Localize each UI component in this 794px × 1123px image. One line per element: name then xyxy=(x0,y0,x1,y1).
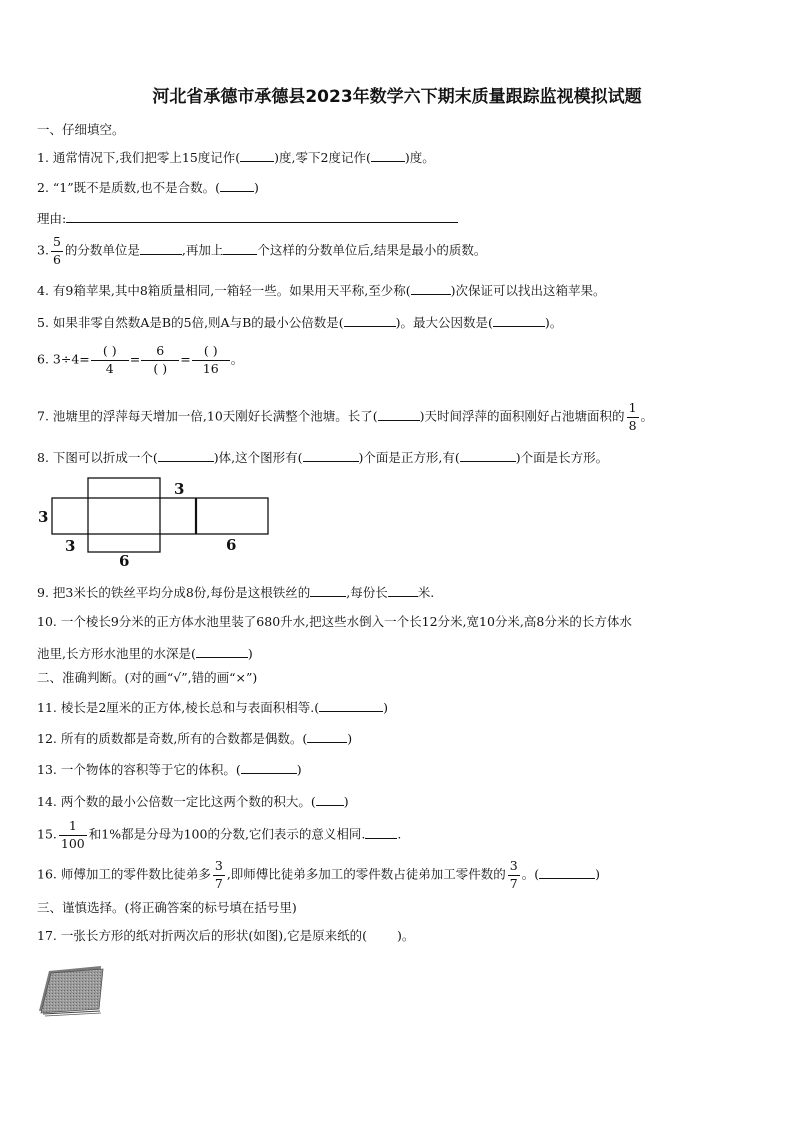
q16-text-b: ,即师傅比徒弟多加工的零件数占徒弟加工零件数的 xyxy=(226,866,506,882)
q15-number: 15. xyxy=(37,826,57,842)
q6-equals-1: = xyxy=(129,351,141,367)
q8-text-c: )个面是正方形,有( xyxy=(358,450,460,465)
q14-text-a: 14. 两个数的最小公倍数一定比这两个数的积大。( xyxy=(37,794,316,809)
q11-blank[interactable] xyxy=(319,700,383,712)
q13-blank[interactable] xyxy=(241,762,297,774)
question-4 xyxy=(37,283,606,298)
q17-text-b: )。 xyxy=(396,928,415,943)
q9-blank-2[interactable] xyxy=(388,585,418,597)
section-heading-3: 三、谨慎选择。(将正确答案的标号填在括号里) xyxy=(37,900,297,915)
q5-blank-2[interactable] xyxy=(493,315,545,327)
q2-reason-label: 理由: xyxy=(37,211,67,226)
q8-blank-1[interactable] xyxy=(158,450,214,462)
q15-blank[interactable] xyxy=(365,827,397,839)
q10-text-b: 池里,长方形水池里的水深是( xyxy=(37,646,196,661)
question-3 xyxy=(37,236,486,266)
q2-text-b: ) xyxy=(253,180,259,195)
q8-text-a: 8. 下图可以折成一个( xyxy=(37,450,158,465)
q10-blank[interactable] xyxy=(196,646,248,658)
q10-text-c: ) xyxy=(247,646,253,661)
q8-text-b: )体,这个图形有( xyxy=(213,450,303,465)
section-heading-2: 二、准确判断。(对的画“√”,错的画“×”) xyxy=(37,670,258,685)
q1-text-c: )度。 xyxy=(404,150,435,165)
question-6 xyxy=(37,345,243,375)
q14-text-b: ) xyxy=(343,794,349,809)
section-heading-1: 一、仔细填空。 xyxy=(37,122,125,137)
q1-text-b: )度,零下2度记作( xyxy=(274,150,371,165)
q7-blank[interactable] xyxy=(378,409,420,421)
q4-blank[interactable] xyxy=(411,283,451,295)
net-center-column xyxy=(88,478,160,552)
q16-text-d: ) xyxy=(595,866,601,882)
q3-blank-1[interactable] xyxy=(140,243,182,255)
question-10-line-1: 10. 一个棱长9分米的正方体水池里装了680升水,把这些水倒入一个长12分米,宽10分米,高8分米的长方体水 xyxy=(37,614,632,629)
q3-number: 3. xyxy=(37,242,49,258)
question-12 xyxy=(37,731,352,746)
q9-blank-1[interactable] xyxy=(310,585,346,597)
q12-text-a: 12. 所有的质数都是奇数,所有的合数都是偶数。( xyxy=(37,731,308,746)
q3-blank-2[interactable] xyxy=(223,243,257,255)
q3-text-b: ,再加上 xyxy=(181,242,224,258)
question-15 xyxy=(37,820,401,850)
q11-text-b: ) xyxy=(383,700,389,715)
q7-fraction: $\frac{1}{8}$ xyxy=(628,400,637,433)
q1-blank-1[interactable] xyxy=(240,150,274,162)
q11-text-a: 11. 棱长是2厘米的正方体,棱长总和与表面积相等.( xyxy=(37,700,320,715)
q3-text-c: 个这样的分数单位后,结果是最小的质数。 xyxy=(257,242,487,258)
q16-fraction-1: $\frac{3}{7}$ xyxy=(214,858,223,891)
q4-text-b: )次保证可以找出这箱苹果。 xyxy=(450,283,606,298)
label-top-3: 3 xyxy=(174,480,185,498)
question-17 xyxy=(37,930,414,943)
q8-blank-3[interactable] xyxy=(460,450,516,462)
q16-fraction-2: $\frac{3}{7}$ xyxy=(509,858,518,891)
q6-fraction-2[interactable]: $\frac{6}{( )}$ xyxy=(141,345,179,375)
q1-blank-2[interactable] xyxy=(371,150,405,162)
question-9 xyxy=(37,585,434,600)
question-13 xyxy=(37,762,302,777)
q7-text-c: 。 xyxy=(640,408,654,424)
q1-text-a: 1. 通常情况下,我们把零上15度记作( xyxy=(37,150,241,165)
q9-text-c: 米. xyxy=(417,585,435,600)
q8-text-d: )个面是长方形。 xyxy=(515,450,609,465)
question-8 xyxy=(37,450,608,465)
cuboid-net-figure xyxy=(30,474,280,572)
q3-fraction: $\frac{5}{6}$ xyxy=(52,234,61,267)
q13-text-a: 13. 一个物体的容积等于它的体积。( xyxy=(37,762,241,777)
q15-text-b: . xyxy=(397,826,402,842)
q9-text-a: 9. 把3米长的铁丝平均分成8份,每份是这根铁丝的 xyxy=(37,585,311,600)
label-bottom-left-3: 3 xyxy=(65,537,76,555)
q6-fraction-3[interactable]: $\frac{( )}{16}$ xyxy=(192,345,230,375)
folded-paper-image xyxy=(37,963,105,1017)
q13-text-b: ) xyxy=(296,762,302,777)
question-16 xyxy=(37,860,600,890)
q17-text-a: 17. 一张长方形的纸对折两次后的形状(如图),它是原来纸的( xyxy=(37,928,367,943)
q6-text-a: 6. 3÷4= xyxy=(37,351,90,367)
question-10-line-2 xyxy=(37,646,253,661)
q6-end: 。 xyxy=(230,351,244,367)
q2-blank[interactable] xyxy=(220,180,254,192)
q7-text-b: )天时间浮萍的面积刚好占池塘面积的 xyxy=(419,408,625,424)
q14-blank[interactable] xyxy=(316,794,344,806)
q5-text-c: )。 xyxy=(544,315,563,330)
q16-blank[interactable] xyxy=(539,867,595,879)
question-14 xyxy=(37,794,349,809)
q5-text-b: )。最大公因数是( xyxy=(395,315,493,330)
q4-text-a: 4. 有9箱苹果,其中8箱质量相同,一箱轻一些。如果用天平称,至少称( xyxy=(37,283,411,298)
question-5 xyxy=(37,315,562,330)
label-bottom-mid-6: 6 xyxy=(119,552,130,570)
q12-text-b: ) xyxy=(347,731,353,746)
q15-text-a: 和1%都是分母为100的分数,它们表示的意义相同. xyxy=(88,826,366,842)
q7-text-a: 7. 池塘里的浮萍每天增加一倍,10天刚好长满整个池塘。长了( xyxy=(37,408,378,424)
q2-reason-line xyxy=(37,211,458,226)
q16-text-c: 。( xyxy=(521,866,540,882)
q5-blank-1[interactable] xyxy=(344,315,396,327)
q8-blank-2[interactable] xyxy=(303,450,359,462)
q15-fraction: $\frac{1}{100}$ xyxy=(60,818,85,851)
q16-text-a: 16. 师傅加工的零件数比徒弟多 xyxy=(37,866,211,882)
question-11 xyxy=(37,700,388,715)
q12-blank[interactable] xyxy=(307,731,347,743)
question-2 xyxy=(37,180,259,195)
question-7 xyxy=(37,402,653,432)
question-1 xyxy=(37,150,435,165)
q6-equals-2: = xyxy=(180,351,191,367)
q6-fraction-1[interactable]: $\frac{( )}{4}$ xyxy=(91,345,129,375)
page-title: 河北省承德市承德县2023年数学六下期末质量跟踪监视模拟试题 xyxy=(152,87,642,107)
q5-text-a: 5. 如果非零自然数A是B的5倍,则A与B的最小公倍数是( xyxy=(37,315,344,330)
label-left-3: 3 xyxy=(38,508,49,526)
q2-reason-blank[interactable] xyxy=(66,211,458,223)
q9-text-b: ,每份长 xyxy=(346,585,388,600)
label-bottom-right-6: 6 xyxy=(226,536,237,554)
q2-text-a: 2. “1”既不是质数,也不是合数。( xyxy=(37,180,220,195)
q3-text-a: 的分数单位是 xyxy=(64,242,140,258)
